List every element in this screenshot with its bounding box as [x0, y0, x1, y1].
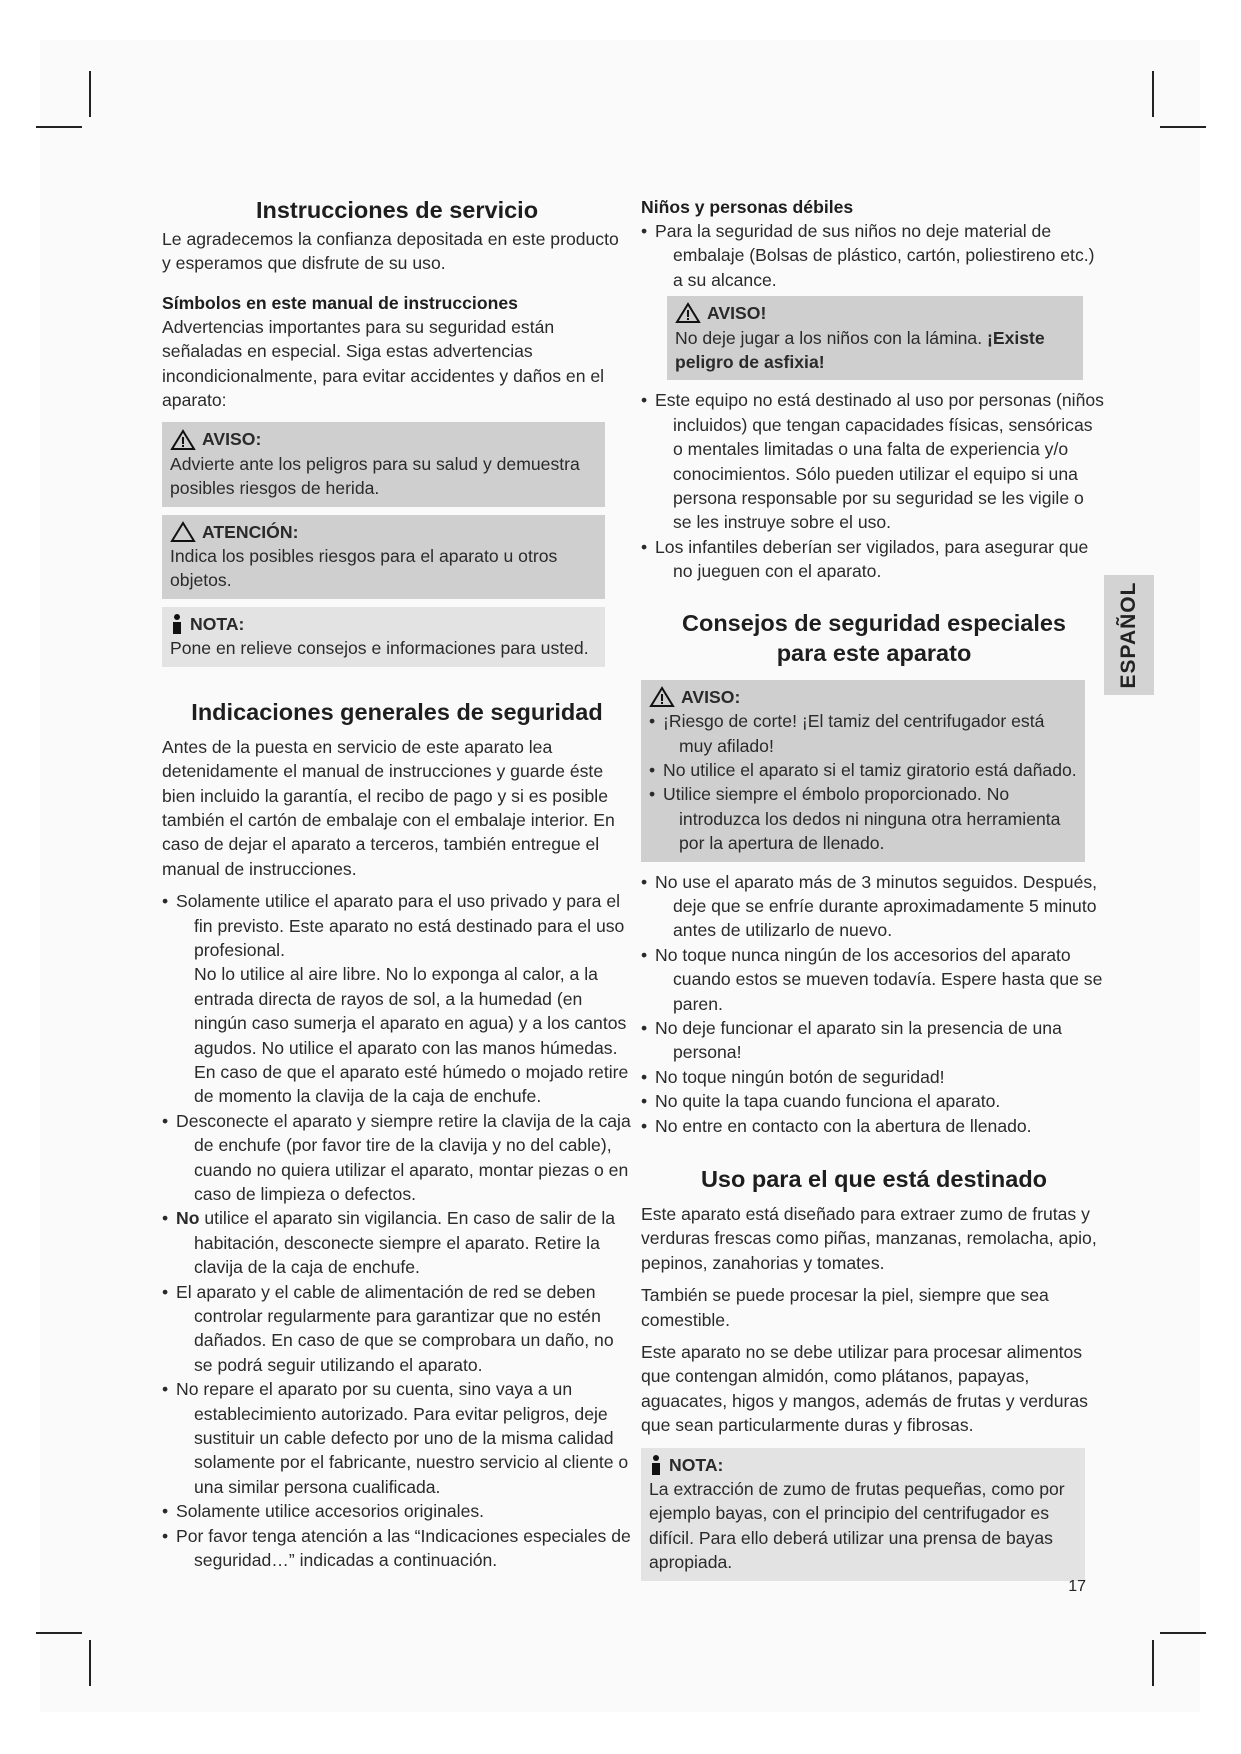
symbols-heading: Símbolos en este manual de instrucciones: [162, 292, 518, 313]
list-item: • Solamente utilice el aparato para el uso privado y para el fin previsto. Este aparato no está destinado para el uso profesional. No lo utilice al aire libre. No lo exponga al calor, a la entrada directa de rayos de sol, a la humedad (en ningún caso sumerja el aparato en agua) y a los cantos agudos. No utilice el aparato con las manos húmedas. En caso de que el aparato esté húmedo o mojado retire de momento la clavija de la caja de enchufe.: [162, 889, 632, 1109]
aviso-text: Advierte ante los peligros para su salud y demuestra posibles riesgos de herida.: [170, 453, 580, 499]
list-item: • Este equipo no está destinado al uso por personas (niños incluidos) que tengan capacidades físicas, sensóricas o mentales limitadas o una falta de experiencia y/o conocimientos. Sólo pueden utilizar el equipo si una persona responsable por su seguridad se les vigile o se les instruye sobre el uso.: [641, 388, 1107, 534]
crop-mark: [1160, 126, 1206, 128]
language-tab: [1104, 575, 1154, 695]
warning-triangle-icon: [170, 429, 196, 451]
nota-text: Pone en relieve consejos e informaciones para usted.: [170, 638, 589, 659]
crop-mark: [89, 1640, 91, 1686]
general-safety-list: [162, 889, 632, 1572]
symbols-text: Advertencias importantes para su seguridad están señaladas en especial. Siga estas advertencias incondicionalmente, para evitar accidentes y daños en el aparato:: [162, 316, 605, 411]
title-instrucciones: Instrucciones de servicio: [255, 197, 539, 223]
list-item: • No utilice el aparato si el tamiz giratorio está dañado.: [649, 758, 1077, 782]
list-item: • No deje funcionar el aparato sin la presencia de una persona!: [641, 1016, 1107, 1065]
special-safety-list: [641, 870, 1107, 1138]
list-item: • Solamente utilice accesorios originales.: [162, 1499, 632, 1523]
special-aviso-list: [649, 709, 1077, 855]
kids-list-2: [641, 388, 1107, 583]
warning-triangle-icon: [675, 302, 701, 324]
kids-heading: Niños y personas débiles: [641, 197, 854, 217]
list-item: • Los infantiles deberían ser vigilados, para asegurar que no jueguen con el aparato.: [641, 535, 1107, 584]
list-item: • No use el aparato más de 3 minutos seguidos. Después, deje que se enfríe durante aproximadamente 5 minuto antes de utilizarlo de nuevo.: [641, 870, 1107, 943]
general-intro: Antes de la puesta en servicio de este aparato lea detenidamente el manual de instrucciones y guarde éste bien incluido la garantía, el recibo de pago y si es posible también el cartón de embalaje con el embalaje interior. En caso de dejar el aparato a terceros, también entregue el manual de instrucciones.: [162, 736, 615, 879]
atencion-text: Indica los posibles riesgos para el aparato u otros objetos.: [170, 546, 558, 591]
list-item: • Desconecte el aparato y siempre retire la clavija de la caja de enchufe (por favor tire de la clavija y no del cable), cuando no quiera utilizar el aparato, montar piezas o en caso de limpieza o defectos.: [162, 1109, 632, 1207]
list-item: • ¡Riesgo de corte! ¡El tamiz del centrifugador está muy afilado!: [649, 709, 1077, 758]
crop-mark: [1152, 1640, 1154, 1686]
nota-box: [162, 607, 605, 667]
list-item: • El aparato y el cable de alimentación de red se deben controlar regularmente para garantizar que no estén dañados. En caso de que se comprobara un daño, no se podrá seguir utilizando el aparato.: [162, 1280, 632, 1378]
title-indicaciones: Indicaciones generales de seguridad: [191, 698, 603, 725]
kids-aviso-text: No deje jugar a los niños con la lámina. ¡Existe peligro de asfixia!: [675, 327, 1045, 373]
aviso-label: AVISO:: [202, 429, 262, 450]
crop-mark: [1152, 71, 1154, 117]
kids-aviso-label: AVISO!: [707, 303, 767, 324]
crop-mark: [89, 71, 91, 117]
right-column: [641, 195, 1107, 1581]
use-nota-box: [641, 1448, 1085, 1581]
intro-text: Le agradecemos la confianza depositada en este producto y esperamos que disfrute de su uso.: [162, 229, 619, 274]
list-item: • No toque ningún botón de seguridad!: [641, 1065, 1107, 1089]
kids-aviso-box: [667, 296, 1083, 380]
info-icon: [170, 613, 184, 635]
special-aviso-box: [641, 680, 1085, 862]
warning-triangle-icon: [649, 686, 675, 708]
kids-list-1: [641, 219, 1107, 292]
use-paragraph-1: Este aparato está diseñado para extraer zumo de frutas y verduras frescas como piñas, manzanas, remolacha, apio, pepinos, zanahorias y tomates.: [641, 1204, 1097, 1273]
caution-triangle-icon: [170, 521, 196, 543]
atencion-label: ATENCIÓN:: [202, 521, 299, 542]
use-paragraph-3: Este aparato no se debe utilizar para procesar alimentos que contengan almidón, como plátanos, papayas, aguacates, higos y mangos, además de frutas y verduras que sean particularmente duras y fibrosas.: [641, 1342, 1088, 1436]
list-item: • No toque nunca ningún de los accesorios del aparato cuando estos se mueven todavía. Espere hasta que se paren.: [641, 943, 1107, 1016]
list-item: • Por favor tenga atención a las “Indicaciones especiales de seguridad…” indicadas a continuación.: [162, 1524, 632, 1573]
list-item: • No quite la tapa cuando funciona el aparato.: [641, 1089, 1107, 1113]
crop-mark: [36, 1632, 82, 1634]
list-item: • Utilice siempre el émbolo proporcionado. No introduzca los dedos ni ninguna otra herramienta por la apertura de llenado.: [649, 782, 1077, 855]
page-number: 17: [1068, 1578, 1086, 1595]
title-uso: Uso para el que está destinado: [700, 1166, 1048, 1192]
list-item: • No repare el aparato por su cuenta, sino vaya a un establecimiento autorizado. Para evitar peligros, deje sustituir un cable defecto por uno de la misma calidad solamente por el fabricante, nuestro servicio al cliente o una similar persona cualificada.: [162, 1377, 632, 1499]
use-nota-label: NOTA:: [669, 1454, 724, 1475]
crop-mark: [1160, 1632, 1206, 1634]
crop-mark: [36, 126, 82, 128]
title-consejos: Consejos de seguridad especiales para este aparato: [682, 609, 1066, 666]
aviso-box: [162, 422, 605, 506]
list-item: • No utilice el aparato sin vigilancia. En caso de salir de la habitación, desconecte siempre el aparato. Retire la clavija de la caja de enchufe.: [162, 1206, 632, 1279]
list-item: • No entre en contacto con la abertura de llenado.: [641, 1114, 1107, 1138]
nota-label: NOTA:: [190, 613, 245, 634]
atencion-box: [162, 515, 605, 599]
language-tab-label: ESPAÑOL: [1117, 581, 1140, 689]
left-column: [162, 195, 632, 1573]
list-item: • Para la seguridad de sus niños no deje material de embalaje (Bolsas de plástico, cartón, poliestireno etc.) a su alcance.: [641, 219, 1107, 292]
special-aviso-label: AVISO:: [681, 686, 741, 707]
use-nota-text: La extracción de zumo de frutas pequeñas, como por ejemplo bayas, con el principio del centrifugador es difícil. Para ello deberá utilizar una prensa de bayas apropiada.: [649, 1479, 1065, 1573]
info-icon: [649, 1454, 663, 1476]
use-paragraph-2: También se puede procesar la piel, siempre que sea comestible.: [641, 1285, 1049, 1330]
